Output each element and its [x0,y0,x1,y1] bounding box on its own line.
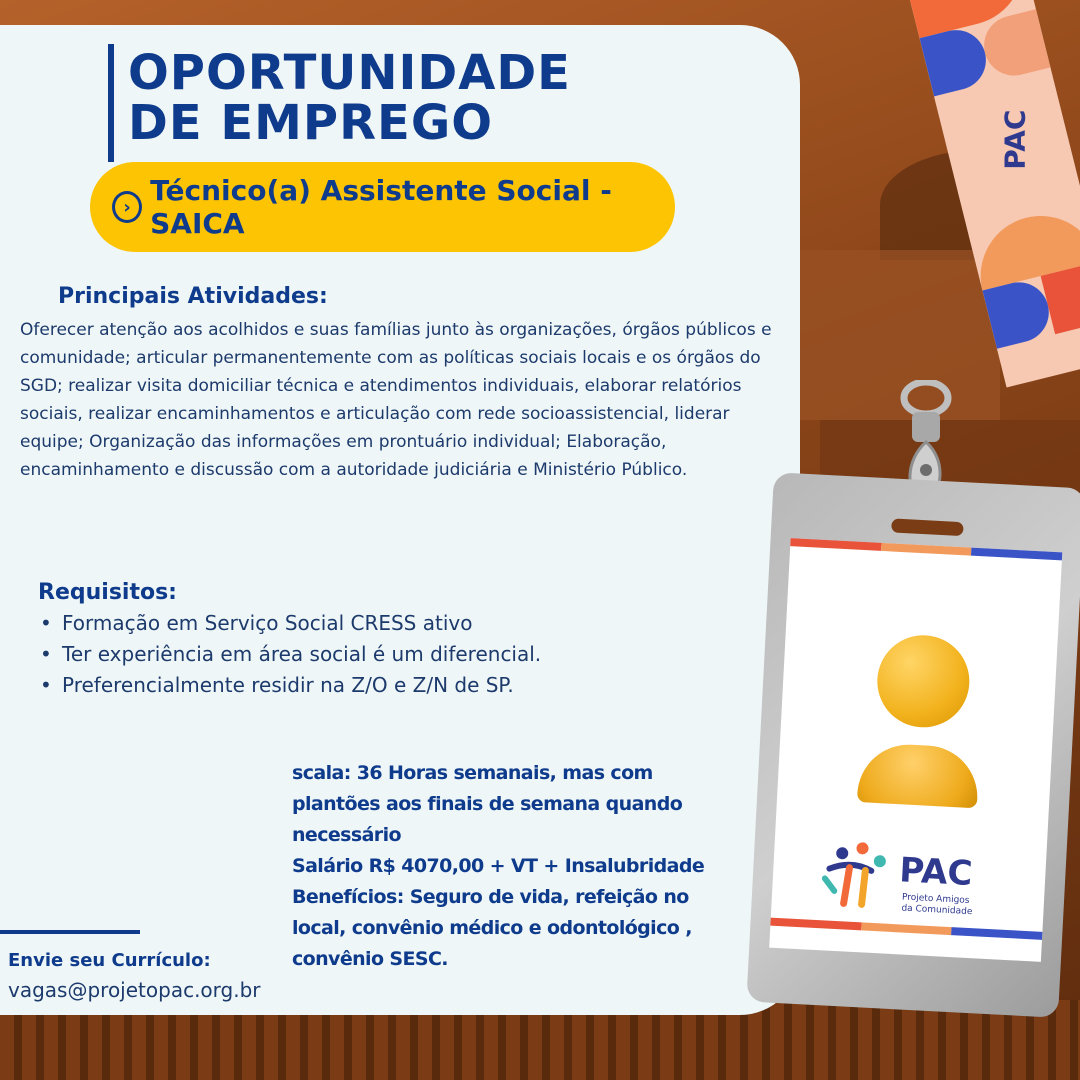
salary-text: Salário R$ 4070,00 + VT + Insalubridade [292,855,705,877]
badge-card [769,538,1062,962]
pac-figures-icon [819,838,893,912]
badge-stripe-top [790,538,1062,560]
title-accent-bar [108,44,114,162]
lanyard-brand: PAC [998,109,1032,170]
page-title [128,45,571,151]
badge-brand: PAC [898,850,974,895]
list-item: • Preferencialmente residir na Z/O e Z/N de SP. [38,670,541,701]
contact-heading: Envie seu Currículo: [8,950,211,971]
chevron-circle-icon: › [112,191,142,223]
pac-logo [819,838,1003,927]
requirements-list [38,608,541,701]
schedule-text: scala: 36 Horas semanais, mas com plantões aos finais de semana quando necessário [292,762,683,846]
benefits-text: Benefícios: Seguro de vida, refeição no local, convênio médico e odontológico , convênio SESC. [292,886,692,970]
user-body-icon [857,742,980,808]
list-item: • Ter experiência em área social é um diferencial. [38,639,541,670]
badge-subtitle-line-2: da Comunidade [901,903,973,918]
title-line-2: DE EMPREGO [128,95,494,151]
title-line-1: OPORTUNIDADE [128,45,571,101]
contact-divider [0,930,140,934]
position-title: Técnico(a) Assistente Social - SAICA [150,174,612,240]
user-head-icon [875,633,972,730]
position-pill [90,162,675,252]
badge-slot [891,518,964,536]
activities-text: Oferecer atenção aos acolhidos e suas famílias junto às organizações, órgãos públicos e comunidade; articular permanentemente com as políticas sociais locais e os órgãos do SGD; realizar visita domiciliar técnica e atendimentos individuais, elaborar relatórios sociais, realizar encaminhamentos e articulação com rede socioassistencial, liderar equipe; Organização das informações em prontuário individual; Elaboração, encaminhamento e discussão com a autoridade judiciária e Ministério Público. [20,320,772,480]
badge-subtitle-line-1: Projeto Amigos [901,892,970,907]
job-details [292,758,722,975]
activities-heading: Principais Atividades: [58,284,328,309]
badge-subtitle [901,892,973,918]
list-item: • Formação em Serviço Social CRESS ativo [38,608,541,639]
id-badge [746,472,1080,1018]
contact-email: vagas@projetopac.org.br [8,978,261,1002]
requirements-heading: Requisitos: [38,580,177,605]
